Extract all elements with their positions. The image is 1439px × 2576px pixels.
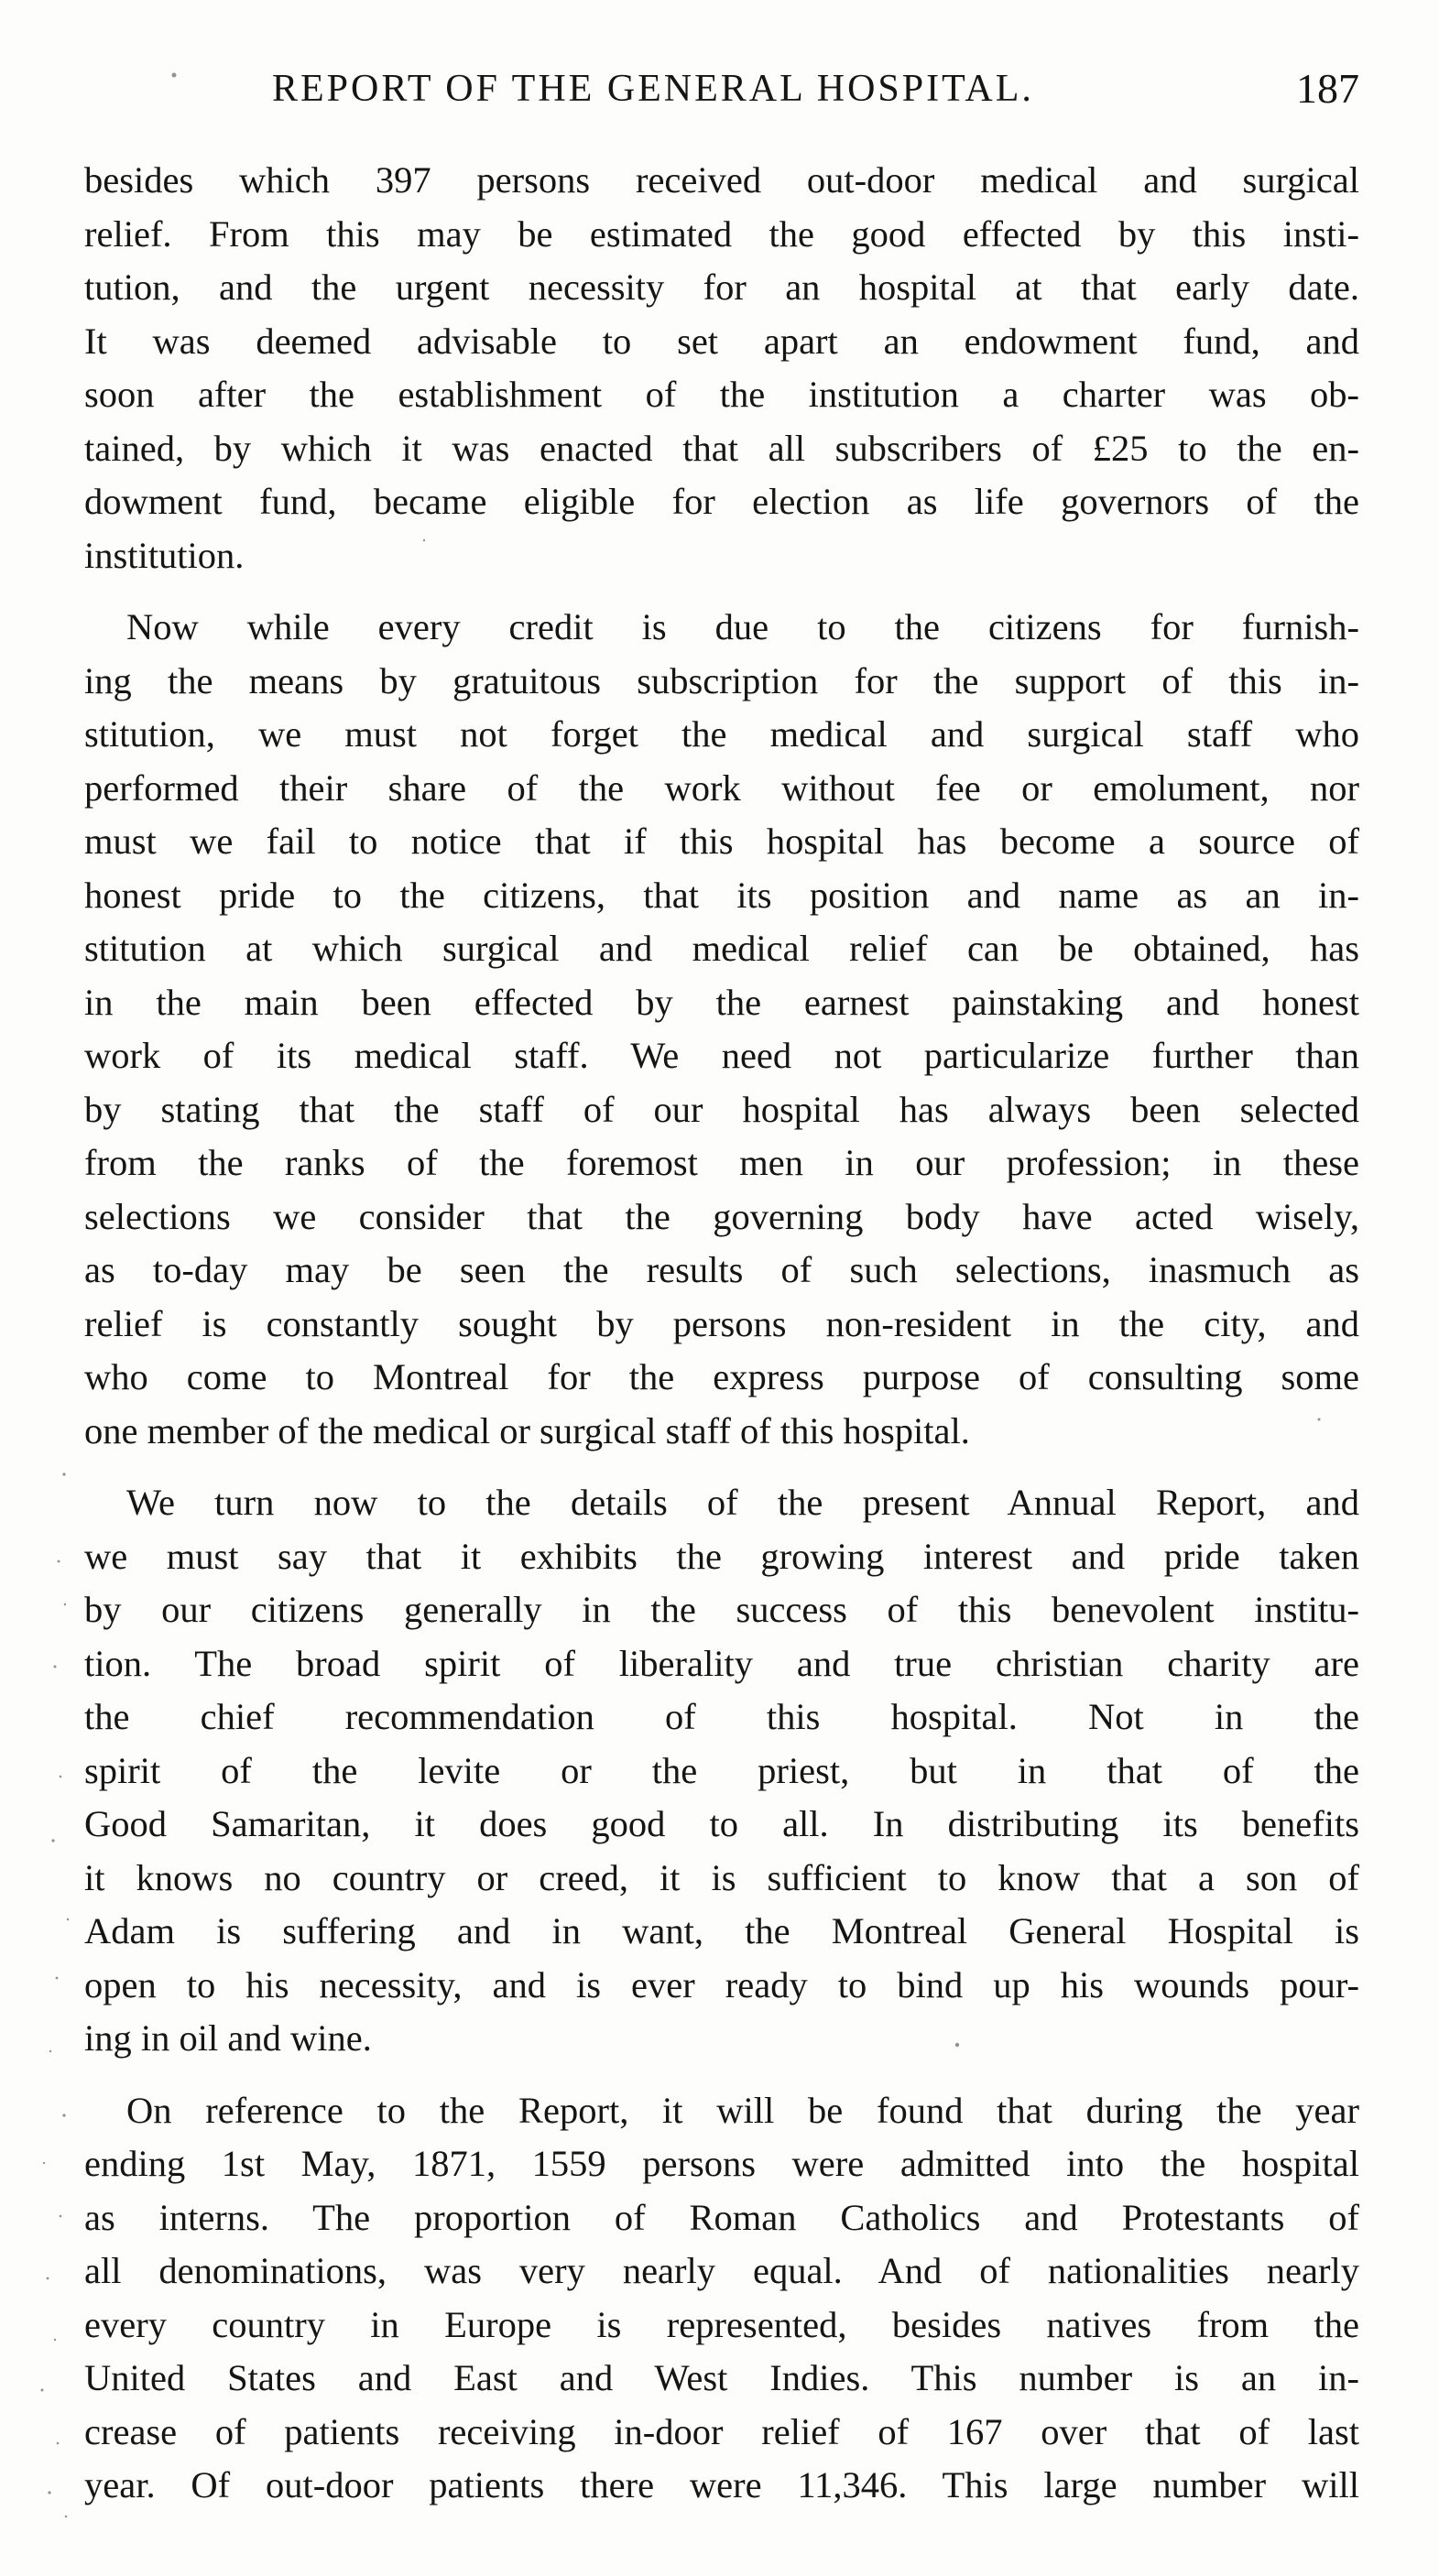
- text-line: On reference to the Report, it will be found that during the year: [126, 2089, 1359, 2131]
- text-line: open to his necessity, and is ever ready to bind up his wounds pour-: [84, 1963, 1359, 2005]
- text-line: ing the means by gratuitous subscription for the support of this in-: [84, 659, 1359, 701]
- text-line: stitution, we must not forget the medical and surgical staff who: [84, 713, 1359, 755]
- text-line: tution, and the urgent necessity for an hospital at that early date.: [84, 266, 1359, 308]
- paragraph-4: [84, 2084, 1359, 2513]
- text-line: who come to Montreal for the express purpose of consulting some: [84, 1356, 1359, 1397]
- text-line: by our citizens generally in the success of this benevolent institu-: [84, 1589, 1359, 1630]
- text-line: soon after the establishment of the institution a charter was ob-: [84, 374, 1359, 415]
- text-line: we must say that it exhibits the growing interest and pride taken: [84, 1535, 1359, 1577]
- text-line: spirit of the levite or the priest, but in that of the: [84, 1749, 1359, 1791]
- text-line: all denominations, was very nearly equal. And of nationalities nearly: [84, 2250, 1359, 2291]
- text-line: the chief recommendation of this hospital. Not in the: [84, 1696, 1359, 1737]
- paragraph-2: [84, 601, 1359, 1458]
- text-line: tion. The broad spirit of liberality and true christian charity are: [84, 1642, 1359, 1684]
- text-line: it knows no country or creed, it is sufficient to know that a son of: [84, 1856, 1359, 1898]
- text-line: United States and East and West Indies. This number is an in-: [84, 2357, 1359, 2398]
- paragraph-1: [84, 154, 1359, 582]
- text-line: relief. From this may be estimated the good effected by this insti-: [84, 212, 1359, 255]
- running-header: [84, 57, 1359, 121]
- text-line: stitution at which surgical and medical relief can be obtained, has: [84, 928, 1359, 969]
- page-title: REPORT OF THE GENERAL HOSPITAL.: [272, 68, 1034, 110]
- text-line: Now while every credit is due to the citizens for furnish-: [126, 606, 1359, 647]
- text-line: by stating that the staff of our hospital has always been selected: [84, 1088, 1359, 1130]
- text-line: It was deemed advisable to set apart an endowment fund, and: [84, 320, 1359, 362]
- text-line: honest pride to the citizens, that its position and name as an in-: [84, 874, 1359, 916]
- text-line: selections we consider that the governing body have acted wisely,: [84, 1195, 1359, 1237]
- text-line: Adam is suffering and in want, the Montreal General Hospital is: [84, 1910, 1359, 1951]
- text-line: in the main been effected by the earnest painstaking and honest: [84, 981, 1359, 1023]
- paragraph-3: [84, 1476, 1359, 2066]
- text-line: ending 1st May, 1871, 1559 persons were admitted into the hospital: [84, 2143, 1359, 2184]
- text-line: must we fail to notice that if this hospital has become a source of: [84, 821, 1359, 862]
- text-line: as interns. The proportion of Roman Catholics and Protestants of: [84, 2196, 1359, 2238]
- text-line: every country in Europe is represented, besides natives from the: [84, 2303, 1359, 2345]
- text-line: as to-day may be seen the results of such selections, inasmuch as: [84, 1249, 1359, 1290]
- text-line: We turn now to the details of the present Annual Report, and: [126, 1482, 1359, 1523]
- text-line: relief is constantly sought by persons non-resident in the city, and: [84, 1302, 1359, 1344]
- text-line: performed their share of the work without fee or emolument, nor: [84, 766, 1359, 809]
- body-text: [84, 154, 1359, 2531]
- text-line: ing in oil and wine.: [84, 2017, 372, 2059]
- text-line: dowment fund, became eligible for election as life governors of the: [84, 481, 1359, 522]
- text-line: year. Of out-door patients there were 11,346. This large number will: [84, 2464, 1359, 2505]
- text-line: besides which 397 persons received out-door medical and surgical: [84, 159, 1359, 201]
- text-line: Good Samaritan, it does good to all. In distributing its benefits: [84, 1803, 1359, 1844]
- text-line: from the ranks of the foremost men in our profession; in these: [84, 1142, 1359, 1183]
- text-line: work of its medical staff. We need not particularize further than: [84, 1035, 1359, 1076]
- text-line: institution.: [84, 534, 245, 576]
- text-line: one member of the medical or surgical staff of this hospital.: [84, 1409, 970, 1451]
- page-number: 187: [1296, 65, 1359, 112]
- text-line: tained, by which it was enacted that all subscribers of £25 to the en-: [84, 427, 1359, 469]
- text-line: crease of patients receiving in-door relief of 167 over that of last: [84, 2410, 1359, 2452]
